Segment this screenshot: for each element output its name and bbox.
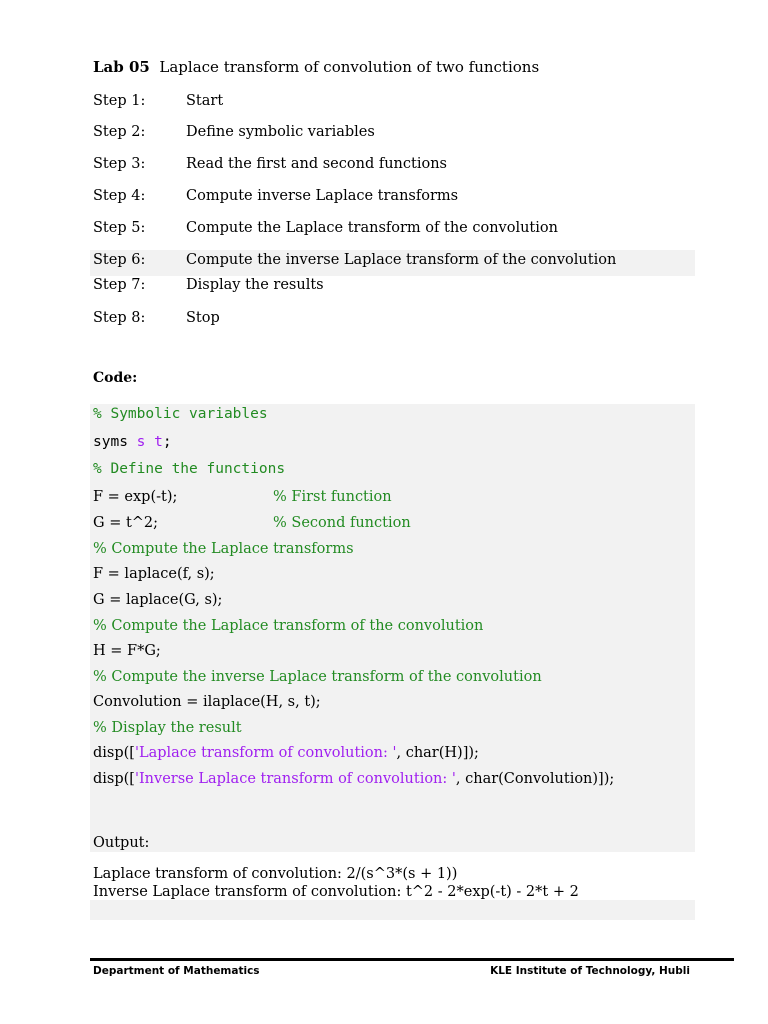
step-number: Step 6:: [93, 252, 146, 268]
code-comment: % Compute the Laplace transform of the convolution: [93, 618, 484, 634]
step-text: Read the first and second functions: [186, 156, 447, 172]
lab-number: Lab 05: [93, 58, 150, 76]
lab-title: [93, 58, 539, 76]
step-text: Define symbolic variables: [186, 124, 375, 140]
step-text: Start: [186, 93, 224, 109]
step-number: Step 5:: [93, 220, 146, 236]
output-line: Inverse Laplace transform of convolution: t^2 - 2*exp(-t) - 2*t + 2: [93, 884, 579, 900]
step-number: Step 2:: [93, 124, 146, 140]
code-heading: Code:: [93, 370, 138, 386]
code-line: H = F*G;: [93, 643, 161, 659]
output-line: Laplace transform of convolution: 2/(s^3*(s + 1)): [93, 866, 458, 882]
footer-institute: KLE Institute of Technology, Hubli: [490, 965, 690, 977]
step-text: Display the results: [186, 277, 324, 293]
code-string: 'Laplace transform of convolution: ': [134, 745, 397, 761]
code-comment: % Symbolic variables: [93, 406, 268, 422]
step-number: Step 4:: [93, 188, 146, 204]
footer-department: Department of Mathematics: [93, 965, 260, 977]
code-keyword: syms: [93, 434, 137, 450]
step-number: Step 3:: [93, 156, 146, 172]
code-text: disp([: [93, 771, 135, 787]
code-comment: % First function: [273, 489, 392, 505]
code-line: F = laplace(f, s);: [93, 566, 215, 582]
step-text: Compute the inverse Laplace transform of the convolution: [186, 252, 617, 268]
code-comment: % Second function: [273, 515, 411, 531]
code-line-f: [93, 487, 593, 507]
code-vars: s t: [136, 434, 163, 450]
code-line-g: [93, 513, 593, 533]
code-text: , char(H)]);: [396, 745, 479, 761]
step-number: Step 7:: [93, 277, 146, 293]
code-line-disp: [93, 743, 479, 763]
step-number: Step 8:: [93, 310, 146, 326]
code-line: Convolution = ilaplace(H, s, t);: [93, 694, 321, 710]
code-line-disp: [93, 769, 614, 789]
code-comment: % Define the functions: [93, 461, 286, 477]
step-text: Compute the Laplace transform of the convolution: [186, 220, 558, 236]
code-line-syms: [93, 432, 172, 452]
code-comment: % Display the result: [93, 720, 242, 736]
code-text: , char(Convolution)]);: [455, 771, 615, 787]
code-text: G = t^2;: [93, 515, 159, 531]
step-text: Stop: [186, 310, 220, 326]
footer-divider: [90, 958, 734, 961]
output-label: Output:: [93, 835, 150, 851]
lab-title-text: Laplace transform of convolution of two functions: [159, 58, 540, 76]
code-comment: % Compute the inverse Laplace transform of the convolution: [93, 669, 542, 685]
code-text: F = exp(-t);: [93, 489, 178, 505]
code-string: 'Inverse Laplace transform of convolution: ': [134, 771, 456, 787]
code-line: G = laplace(G, s);: [93, 592, 223, 608]
code-text: disp([: [93, 745, 135, 761]
step-text: Compute inverse Laplace transforms: [186, 188, 459, 204]
code-comment: % Compute the Laplace transforms: [93, 541, 354, 557]
output-block-tail: [90, 900, 695, 920]
code-semicolon: ;: [162, 434, 172, 450]
step-number: Step 1:: [93, 93, 146, 109]
